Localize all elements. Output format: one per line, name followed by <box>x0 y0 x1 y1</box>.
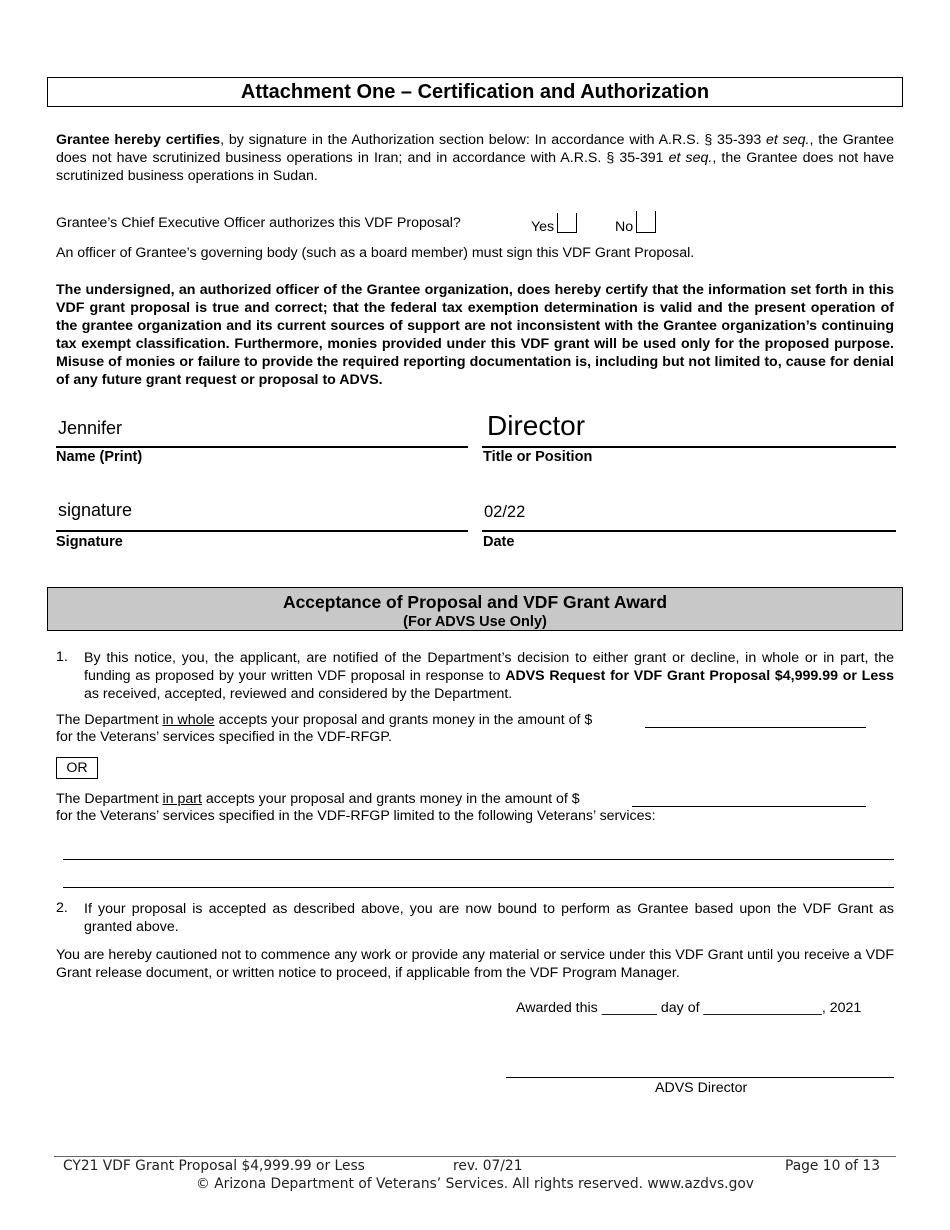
certify-text-3: , the Grantee does not have scrutinized business operations in Sudan. <box>56 150 895 184</box>
footer-copyright: © Arizona Department of Veterans’ Services. All rights reserved. www.azdvs.gov <box>196 1176 754 1192</box>
part-underlined: in part <box>162 791 202 807</box>
signature-value[interactable]: signature <box>58 500 133 520</box>
undersigned-statement: The undersigned, an authorized officer of the Grantee organization, does hereby certify that the information set forth in this VDF grant proposal is true and correct; that the federal tax exemption determination is valid and the present operation of the grantee organization and its current sources of support are not inconsistent with the Grantee organization’s continuing tax exempt classification. Furthermore, monies provided under this VDF grant will be used only for the proposed purpose. Misuse of monies or failure to provide the required reporting documentation is, including but not limited to, cause for denial of any future grant request or proposal to ADVS. <box>56 282 894 388</box>
officer-note: An officer of Grantee’s governing body (such as a board member) must sign this VDF Grant Proposal. <box>56 245 695 261</box>
whole-underlined: in whole <box>162 712 215 728</box>
item1-text-2: as received, accepted, reviewed and considered by the Department. <box>84 686 513 702</box>
signature-label: Signature <box>56 534 123 550</box>
part-post: accepts your proposal and grants money in the amount of $ <box>201 791 580 807</box>
whole-line-1 <box>56 712 592 728</box>
no-label: No <box>615 219 634 235</box>
name-line <box>56 446 468 448</box>
acceptance-title: Acceptance of Proposal and VDF Grant Award <box>282 592 668 612</box>
item1-text <box>84 649 894 703</box>
title-label: Title or Position <box>483 449 593 465</box>
certify-text-2: , the Grantee does not have scrutinized business operations in Iran; and in accordance with A.R.S. § 35-391 <box>56 132 895 166</box>
page-title: Attachment One – Certification and Authorization <box>47 77 903 107</box>
item1-number: 1. <box>56 649 68 665</box>
whole-post: accepts your proposal and grants money in the amount of $ <box>214 712 593 728</box>
certify-text-1: , by signature in the Authorization section below: In accordance with A.R.S. § 35-393 <box>220 132 767 148</box>
awarded-line: Awarded this _______ day of _______________, 2021 <box>516 1000 862 1016</box>
signature-line <box>56 530 468 532</box>
yes-checkbox[interactable] <box>557 213 577 233</box>
certify-et-seq-1: et seq. <box>766 132 810 148</box>
date-line <box>482 530 896 532</box>
footer-rev: rev. 07/21 <box>453 1158 523 1174</box>
services-line-1[interactable] <box>63 859 894 860</box>
director-signature-line[interactable] <box>506 1077 894 1078</box>
item2-text: If your proposal is accepted as described above, you are now bound to perform as Grantee based upon the VDF Grant as granted above. <box>84 901 894 935</box>
date-value[interactable]: 02/22 <box>484 503 526 521</box>
acceptance-header <box>47 587 903 631</box>
certification-paragraph <box>56 131 894 185</box>
item2-number: 2. <box>56 900 68 916</box>
or-box: OR <box>56 757 98 779</box>
certify-et-seq-2: et seq. <box>668 150 713 166</box>
no-option <box>615 211 656 235</box>
yes-option <box>531 213 577 235</box>
part-line-1 <box>56 791 580 807</box>
part-amount-line[interactable] <box>632 806 866 807</box>
footer-page: Page 10 of 13 <box>785 1158 880 1174</box>
item1-text-1: By this notice, you, the applicant, are notified of the Department’s decision to either grant or decline, in whole or in part, the funding as proposed by your written VDF proposal in response to <box>84 650 894 684</box>
item1-bold: ADVS Request for VDF Grant Proposal $4,999.99 or Less <box>505 668 894 684</box>
title-value[interactable]: Director <box>487 410 586 441</box>
title-line <box>482 446 896 448</box>
acceptance-subtitle: (For ADVS Use Only) <box>403 614 547 630</box>
yes-label: Yes <box>531 219 555 235</box>
whole-line-2: for the Veterans’ services specified in the VDF-RFGP. <box>56 729 392 745</box>
footer-left: CY21 VDF Grant Proposal $4,999.99 or Less <box>63 1158 365 1174</box>
part-pre: The Department <box>56 791 163 807</box>
whole-pre: The Department <box>56 712 163 728</box>
services-line-2[interactable] <box>63 887 894 888</box>
footer-rule <box>54 1156 896 1157</box>
certify-lead: Grantee hereby certifies <box>56 132 221 148</box>
name-label: Name (Print) <box>56 449 143 465</box>
no-checkbox[interactable] <box>636 211 656 233</box>
part-line-2: for the Veterans’ services specified in the VDF-RFGP limited to the following Veterans’ services: <box>56 808 656 824</box>
ceo-question: Grantee’s Chief Executive Officer authorizes this VDF Proposal? <box>56 215 461 231</box>
date-label: Date <box>483 534 515 550</box>
name-value[interactable]: Jennifer <box>58 418 123 438</box>
whole-amount-line[interactable] <box>645 727 866 728</box>
director-label: ADVS Director <box>655 1080 748 1096</box>
caution-paragraph: You are hereby cautioned not to commence any work or provide any material or service under this VDF Grant until you receive a VDF Grant release document, or written notice to proceed, if applicable from the VDF Program Manager. <box>56 947 894 981</box>
